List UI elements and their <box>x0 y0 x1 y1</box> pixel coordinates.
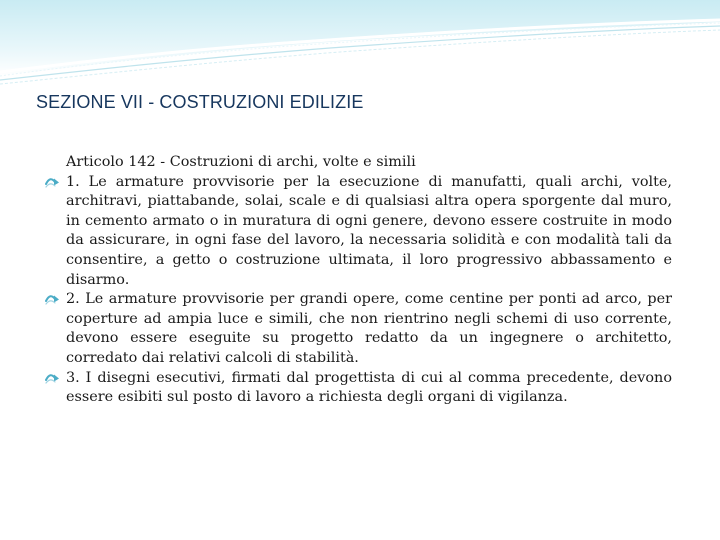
wave-arrow-icon <box>45 292 63 306</box>
item-text: 3. I disegni esecutivi, firmati dal progettista di cui al comma precedente, devono essere esibiti sul posto di lavoro a richiesta degli organi di vigilanza. <box>66 369 672 406</box>
item-text: 2. Le armature provvisorie per grandi opere, come centine per ponti ad arco, per coperture ad ampia luce e simili, che non rientrino negli schemi di uso corrente, devono essere eseguite su progetto redatto da un ingegnere o architetto, corredato dai relativi calcoli di stabilità. <box>66 291 672 366</box>
list-item <box>44 369 672 408</box>
list-item <box>44 290 672 368</box>
wave-arrow-icon <box>45 175 63 189</box>
list-item <box>44 173 672 291</box>
wave-arrow-icon <box>45 371 63 385</box>
item-text: 1. Le armature provvisorie per la esecuzione di manufatti, quali archi, volte, architravi, piattabande, solai, scale e di qualsiasi altra opera sporgente dal muro, in cemento armato o in muratura di ogni genere, devono essere costruite in modo da assicurare, in ogni fase del lavoro, la necessaria solidità e con modalità tali da consentire, a getto o costruzione ultimata, il loro progressivo abbassamento e disarmo. <box>66 173 672 288</box>
header-wave-decoration <box>0 0 720 90</box>
content-area <box>44 153 672 408</box>
article-heading: Articolo 142 - Costruzioni di archi, volte e simili <box>66 154 416 170</box>
slide-title: SEZIONE VII - COSTRUZIONI EDILIZIE <box>36 92 364 112</box>
